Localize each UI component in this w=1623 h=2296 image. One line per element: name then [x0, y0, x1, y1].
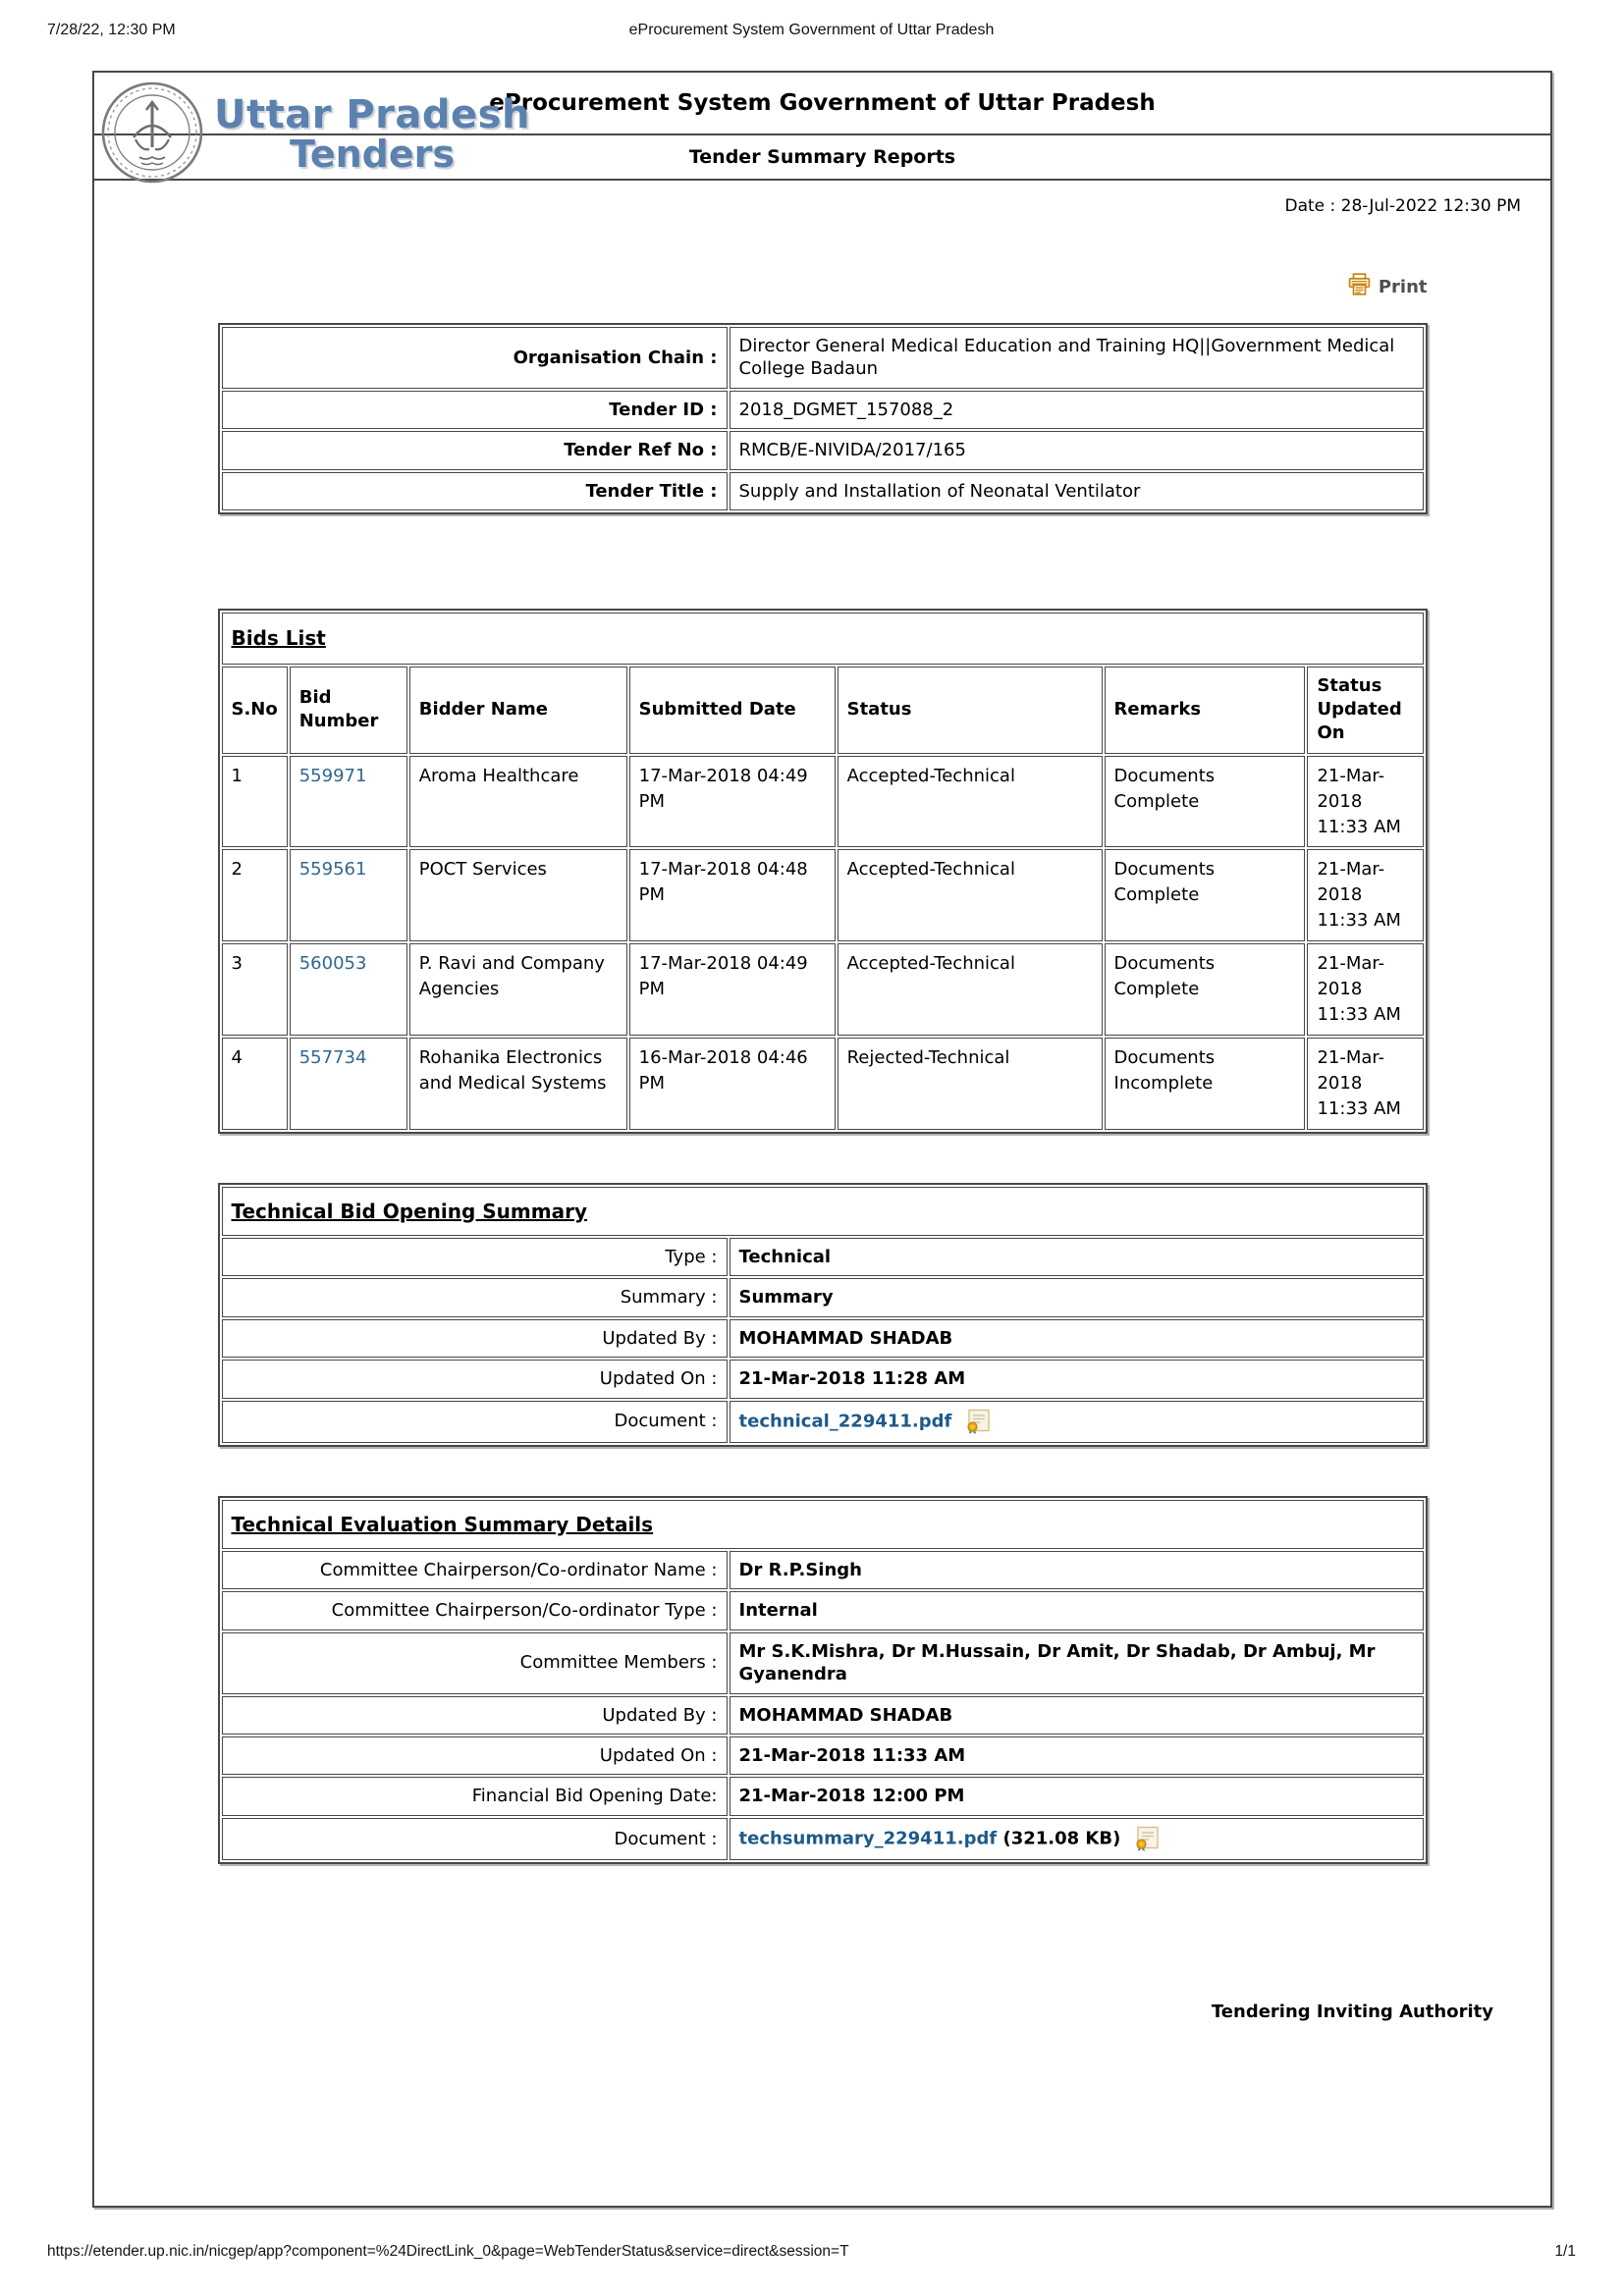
- tender-info-table: [218, 323, 1428, 514]
- status-updated-cell: 21-Mar-2018 11:33 AM: [1307, 756, 1423, 848]
- techsummary-document-link[interactable]: techsummary_229411.pdf: [738, 1828, 998, 1849]
- col-header-remarks: Remarks: [1105, 667, 1306, 754]
- print-row: [218, 273, 1428, 301]
- logo-line1: Uttar Pradesh: [214, 92, 530, 138]
- type-value: Technical: [730, 1238, 1424, 1276]
- table-row: [222, 472, 1424, 510]
- status-cell: Accepted-Technical: [838, 849, 1103, 941]
- table-row: [222, 1818, 1424, 1860]
- updated-by-value: MOHAMMAD SHADAB: [730, 1319, 1424, 1358]
- page-subtitle: Tender Summary Reports: [94, 135, 1550, 181]
- info-label: Organisation Chain :: [222, 327, 728, 389]
- tendering-inviting-authority: Tendering Inviting Authority: [1211, 2001, 1493, 2022]
- submitted-date-cell: 17-Mar-2018 04:49 PM: [629, 943, 836, 1036]
- submitted-date-cell: 17-Mar-2018 04:48 PM: [629, 849, 836, 941]
- report-page: [92, 71, 1552, 2208]
- info-label: Updated On :: [222, 1736, 728, 1775]
- bid-number-link[interactable]: 557734: [298, 1046, 367, 1068]
- tender-title-value: Supply and Installation of Neonatal Ventilator: [730, 472, 1424, 510]
- status-cell: Rejected-Technical: [838, 1038, 1103, 1130]
- bid-row: [222, 1038, 1424, 1130]
- info-label: Financial Bid Opening Date:: [222, 1777, 728, 1815]
- remarks-cell: Documents Complete: [1105, 943, 1306, 1036]
- col-header-status: Status: [838, 667, 1103, 754]
- info-label: Committee Chairperson/Co-ordinator Name :: [222, 1551, 728, 1589]
- updated-on-value: 21-Mar-2018 11:33 AM: [730, 1736, 1424, 1775]
- tender-id-value: 2018_DGMET_157088_2: [730, 391, 1424, 429]
- table-row: [222, 1591, 1424, 1629]
- submitted-date-cell: 17-Mar-2018 04:49 PM: [629, 756, 836, 848]
- technical-evaluation-summary-table: [218, 1496, 1428, 1864]
- signed-certificate-icon[interactable]: [958, 1411, 991, 1431]
- info-label: Updated By :: [222, 1696, 728, 1735]
- printer-icon: [1347, 273, 1372, 301]
- info-label: Document :: [222, 1818, 728, 1860]
- browser-print-header: [0, 0, 1623, 39]
- table-row: [222, 1551, 1424, 1589]
- submitted-date-cell: 16-Mar-2018 04:46 PM: [629, 1038, 836, 1130]
- bids-header-row: [222, 667, 1424, 754]
- summary-value: Summary: [730, 1278, 1424, 1316]
- report-content: [218, 273, 1428, 1864]
- page-title: eProcurement System Government of Uttar Pradesh: [94, 73, 1550, 135]
- info-label: Updated On :: [222, 1360, 728, 1398]
- report-date: Date : 28-Jul-2022 12:30 PM: [1284, 196, 1521, 216]
- table-row: [222, 1736, 1424, 1775]
- table-row: [222, 327, 1424, 389]
- technical-evaluation-summary-title: Technical Evaluation Summary Details: [231, 1512, 654, 1536]
- tender-ref-no-value: RMCB/E-NIVIDA/2017/165: [730, 431, 1424, 469]
- updated-by-value: MOHAMMAD SHADAB: [730, 1696, 1424, 1735]
- bidder-name-cell: Rohanika Electronics and Medical Systems: [409, 1038, 627, 1130]
- col-header-bid-number: Bid Number: [290, 667, 407, 754]
- table-row: [222, 1360, 1424, 1398]
- report-header: [94, 73, 1550, 232]
- status-cell: Accepted-Technical: [838, 756, 1103, 848]
- col-header-submitted-date: Submitted Date: [629, 667, 836, 754]
- info-label: Updated By :: [222, 1319, 728, 1358]
- info-label: Tender ID :: [222, 391, 728, 429]
- table-row: [222, 1401, 1424, 1443]
- chairperson-name-value: Dr R.P.Singh: [730, 1551, 1424, 1589]
- table-row: [222, 431, 1424, 469]
- document-cell: [730, 1818, 1424, 1860]
- browser-print-footer: [47, 2243, 1576, 2261]
- up-state-emblem-icon: [100, 80, 204, 188]
- logo-line2: Tenders: [289, 133, 455, 177]
- technical-bid-opening-summary-title: Technical Bid Opening Summary: [231, 1199, 587, 1223]
- remarks-cell: Documents Complete: [1105, 756, 1306, 848]
- document-cell: [730, 1401, 1424, 1443]
- bidder-name-cell: P. Ravi and Company Agencies: [409, 943, 627, 1036]
- bid-row: [222, 849, 1424, 941]
- print-button[interactable]: [1347, 273, 1428, 301]
- up-tenders-logo: [100, 80, 530, 188]
- technical-bid-opening-summary-table: [218, 1183, 1428, 1447]
- committee-members-value: Mr S.K.Mishra, Dr M.Hussain, Dr Amit, Dr Shadab, Dr Ambuj, Mr Gyanendra: [730, 1632, 1424, 1694]
- print-timestamp: 7/28/22, 12:30 PM: [47, 22, 176, 38]
- table-row: [222, 391, 1424, 429]
- bids-list-title: Bids List: [231, 625, 326, 650]
- col-header-bidder-name: Bidder Name: [409, 667, 627, 754]
- document-size: (321.08 KB): [1002, 1828, 1121, 1849]
- status-updated-cell: 21-Mar-2018 11:33 AM: [1307, 849, 1423, 941]
- info-label: Type :: [222, 1238, 728, 1276]
- bid-row: [222, 756, 1424, 848]
- bid-number-cell: [290, 943, 407, 1036]
- bid-number-link[interactable]: 559561: [298, 859, 367, 881]
- status-updated-cell: 21-Mar-2018 11:33 AM: [1307, 1038, 1423, 1130]
- info-label: Document :: [222, 1401, 728, 1443]
- table-row: [222, 1278, 1424, 1316]
- sno-cell: 4: [222, 1038, 288, 1130]
- table-row: [222, 1777, 1424, 1815]
- info-label: Summary :: [222, 1278, 728, 1316]
- table-row: [222, 1238, 1424, 1276]
- bid-row: [222, 943, 1424, 1036]
- bids-list-table: [218, 609, 1428, 1134]
- table-title-row: [222, 1187, 1424, 1236]
- organisation-chain-value: Director General Medical Education and Training HQ||Government Medical College Badaun: [730, 327, 1424, 389]
- bid-number-cell: [290, 756, 407, 848]
- info-label: Committee Chairperson/Co-ordinator Type :: [222, 1591, 728, 1629]
- bidder-name-cell: Aroma Healthcare: [409, 756, 627, 848]
- print-document-title: eProcurement System Government of Uttar Pradesh: [628, 22, 995, 38]
- status-updated-cell: 21-Mar-2018 11:33 AM: [1307, 943, 1423, 1036]
- financial-bid-opening-date-value: 21-Mar-2018 12:00 PM: [730, 1777, 1424, 1815]
- bid-number-link[interactable]: 560053: [298, 953, 367, 975]
- status-cell: Accepted-Technical: [838, 943, 1103, 1036]
- print-label: Print: [1378, 277, 1428, 297]
- sno-cell: 1: [222, 756, 288, 848]
- table-row: [222, 1696, 1424, 1735]
- col-header-sno: S.No: [222, 667, 288, 754]
- page-indicator: 1/1: [1554, 2243, 1576, 2260]
- bid-number-link[interactable]: 559971: [298, 765, 367, 786]
- chairperson-type-value: Internal: [730, 1591, 1424, 1629]
- technical-document-link[interactable]: technical_229411.pdf: [738, 1411, 952, 1432]
- bid-number-cell: [290, 1038, 407, 1130]
- remarks-cell: Documents Complete: [1105, 849, 1306, 941]
- source-url: https://etender.up.nic.in/nicgep/app?component=%24DirectLink_0&page=WebTenderStatus&service=direct&session=T: [47, 2243, 849, 2260]
- bid-number-cell: [290, 849, 407, 941]
- table-title-row: [222, 1500, 1424, 1549]
- logo-wordmark: [214, 92, 530, 177]
- table-row: [222, 1632, 1424, 1694]
- bidder-name-cell: POCT Services: [409, 849, 627, 941]
- sno-cell: 3: [222, 943, 288, 1036]
- info-label: Tender Ref No :: [222, 431, 728, 469]
- remarks-cell: Documents Incomplete: [1105, 1038, 1306, 1130]
- table-row: [222, 1319, 1424, 1358]
- sno-cell: 2: [222, 849, 288, 941]
- updated-on-value: 21-Mar-2018 11:28 AM: [730, 1360, 1424, 1398]
- table-title-row: [222, 613, 1424, 665]
- info-label: Tender Title :: [222, 472, 728, 510]
- col-header-status-updated-on: Status Updated On: [1307, 667, 1423, 754]
- info-label: Committee Members :: [222, 1632, 728, 1694]
- signed-certificate-icon[interactable]: [1127, 1828, 1160, 1848]
